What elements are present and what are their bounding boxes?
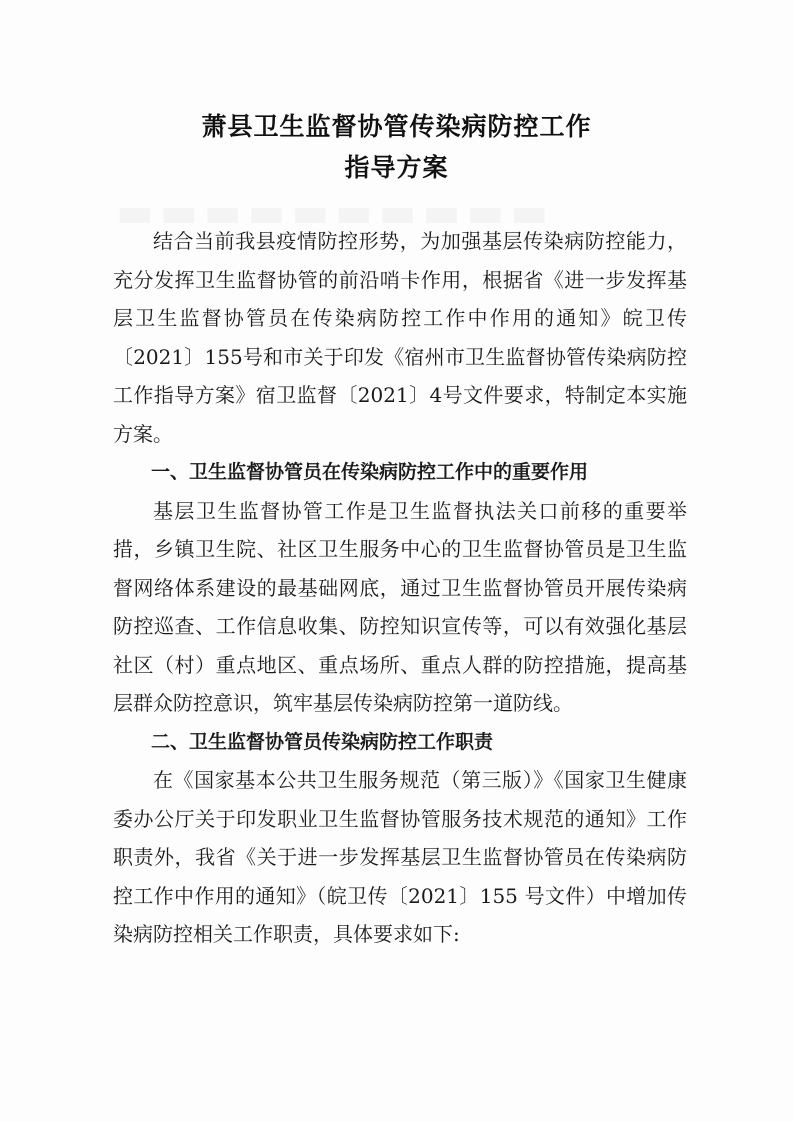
section-heading-1: 一、卫生监督协管员在传染病防控工作中的重要作用	[151, 461, 589, 483]
section-heading-2: 二、卫生监督协管员传染病防控工作职责	[151, 730, 494, 753]
document-title-line-1: 萧县卫生监督协管传染病防控工作	[201, 112, 592, 141]
paragraph-section-2: 在《国家基本公共卫生服务规范（第三版）》《国家卫生健康委办公厅关于印发职业卫生监督协管服务技术规范的通知》工作职责外，我省《关于进一步发挥基层卫生监督协管员在传染病防控工作中作用的通知》（皖卫传〔2021〕155 号文件）中增加传染病防控相关工作职责，具体要求如下:	[113, 768, 687, 946]
paragraph-intro: 结合当前我县疫情防控形势，为加强基层传染病防控能力，充分发挥卫生监督协管的前沿哨卡作用，根据省《进一步发挥基层卫生监督协管员在传染病防控工作中作用的通知》皖卫传〔2021〕155号和市关于印发《宿州市卫生监督协管传染病防控工作指导方案》宿卫监督〔2021〕4号文件要求，特制定本实施方案。	[113, 229, 687, 446]
document-title-line-2: 指导方案	[344, 153, 449, 182]
paragraph-section-1: 基层卫生监督协管工作是卫生监督执法关口前移的重要举措，乡镇卫生院、社区卫生服务中心的卫生监督协管员是卫生监督网络体系建设的最基础网底，通过卫生监督协管员开展传染病防控巡查、工作信息收集、防控知识宣传等，可以有效强化基层社区（村）重点地区、重点场所、重点人群的防控措施，提高基层群众防控意识，筑牢基层传染病防控第一道防线。	[113, 498, 687, 715]
document-body	[113, 222, 687, 954]
